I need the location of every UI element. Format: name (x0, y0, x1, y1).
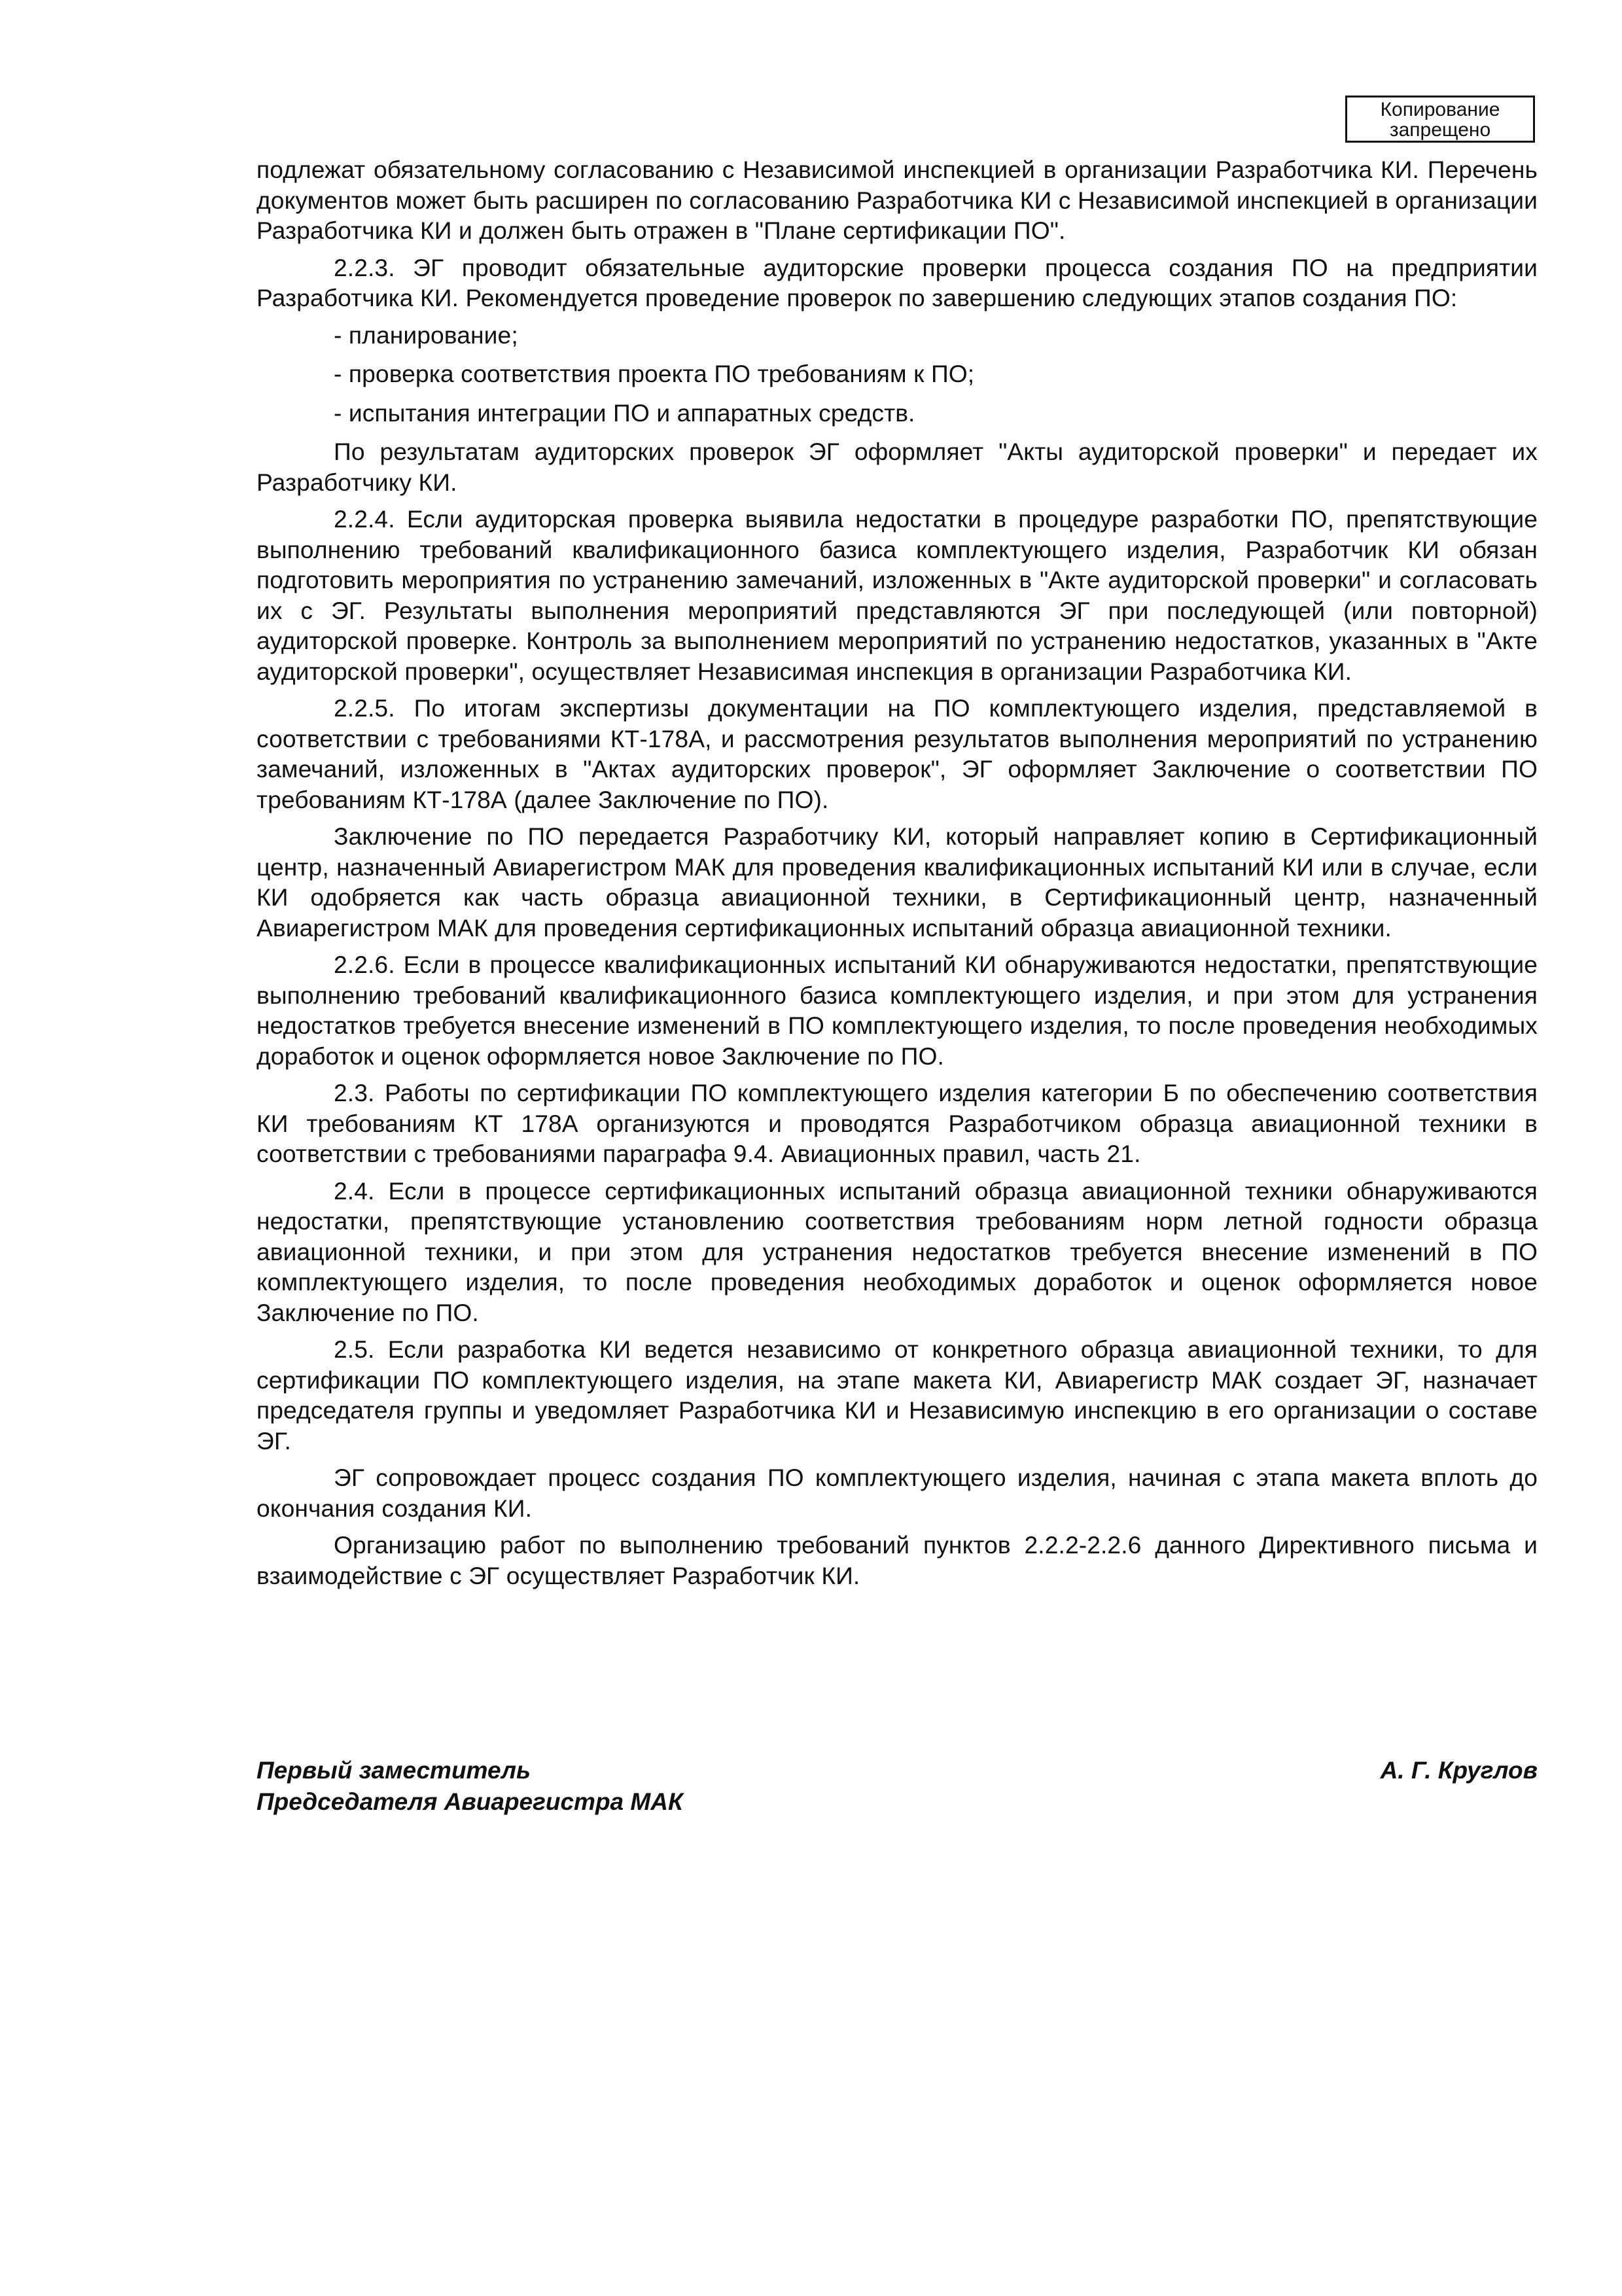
signatory-role (256, 1755, 1538, 1818)
paragraph-conclusion-transfer: Заключение по ПО передается Разработчику КИ, который направляет копию в Сертификационный центр, назначенный Авиарегистром МАК для проведения квалификационных испытаний КИ или в случае, если КИ одобряется как часть образца авиационной техники, в Сертификационный центр, назначенный Авиарегистром МАК для проведения сертификационных испытаний образца авиационной техники. (256, 822, 1538, 942)
paragraph-organization: Организацию работ по выполнению требований пунктов 2.2.2-2.2.6 данного Директивного письма и взаимодействие с ЭГ осуществляет Разработчик КИ. (256, 1531, 1538, 1589)
list-item-planning: - планирование; (334, 321, 518, 349)
paragraph-audit-results: По результатам аудиторских проверок ЭГ оформляет "Акты аудиторской проверки" и передает их Разработчику КИ. (256, 438, 1538, 496)
stamp-line-1: Копирование (1380, 99, 1500, 120)
list-item-integration-tests: - испытания интеграции ПО и аппаратных средств. (334, 398, 915, 427)
document-body (256, 154, 1538, 1597)
copy-prohibited-stamp (1345, 96, 1535, 143)
paragraph-2-4: 2.4. Если в процессе сертификационных испытаний образца авиационной техники обнаруживаются недостатки, препятствующие установлению соответствия требованиям норм летной годности образца авиационной техники, и при этом для устранения недостатков требуется внесение изменений в ПО комплектующего изделия, то после проведения необходимых доработок и оценок оформляется новое Заключение по ПО. (256, 1176, 1538, 1326)
paragraph-2-2-5: 2.2.5. По итогам экспертизы документации на ПО комплектующего изделия, представляемой в соответствии с требованиями КТ-178А, и рассмотрения результатов выполнения мероприятий по устранению замечаний, изложенных в "Актах аудиторских проверок", ЭГ оформляет Заключение о соответствии ПО требованиям КТ-178А (далее Заключение по ПО). (256, 694, 1538, 813)
signature-block (256, 1755, 1538, 1818)
paragraph-2-2-4: 2.2.4. Если аудиторская проверка выявила недостатки в процедуре разработки ПО, препятствующие выполнению требований квалификационного базиса комплектующего изделия, Разработчик КИ обязан подготовить мероприятия по устранению замечаний, изложенных в "Акте аудиторской проверки" и согласовать их с ЭГ. Результаты выполнения мероприятий представляются ЭГ при последующей (или повторной) аудиторской проверке. Контроль за выполнением мероприятий по устранению недостатков, указанных в "Акте аудиторской проверки", осуществляет Независимая инспекция в организации Разработчика КИ. (256, 505, 1538, 685)
paragraph-2-2-3: 2.2.3. ЭГ проводит обязательные аудиторские проверки процесса создания ПО на предприятии Разработчика КИ. Рекомендуется проведение проверок по завершению следующих этапов создания ПО: (256, 253, 1538, 311)
paragraph-2-2-6: 2.2.6. Если в процессе квалификационных испытаний КИ обнаруживаются недостатки, препятствующие выполнению требований квалификационного базиса комплектующего изделия, и при этом для устранения недостатков требуется внесение изменений в ПО комплектующего изделия, то после проведения необходимых доработок и оценок оформляется новое Заключение по ПО. (256, 951, 1538, 1070)
stamp-line-2: запрещено (1389, 119, 1491, 141)
signatory-role-line-1: Первый заместитель (256, 1757, 531, 1784)
paragraph-2-5: 2.5. Если разработка КИ ведется независимо от конкретного образца авиационной техники, то для сертификации ПО комплектующего изделия, на этапе макета КИ, Авиарегистр МАК создает ЭГ, назначает председателя группы и уведомляет Разработчика КИ и Независимую инспекцию в его организации о составе ЭГ. (256, 1335, 1538, 1455)
signatory-role-line-2: Председателя Авиарегистра МАК (256, 1788, 683, 1815)
paragraph-continued: подлежат обязательному согласованию с Независимой инспекцией в организации Разработчика КИ. Перечень документов может быть расширен по согласованию Разработчика КИ с Независимой инспекцией в организации Разработчика КИ и должен быть отражен в "Плане сертификации ПО". (256, 156, 1538, 244)
paragraph-eg-support: ЭГ сопровождает процесс создания ПО комплектующего изделия, начиная с этапа макета вплоть до окончания создания КИ. (256, 1464, 1538, 1522)
signatory-name: А. Г. Круглов (1380, 1757, 1538, 1784)
paragraph-2-3: 2.3. Работы по сертификации ПО комплектующего изделия категории Б по обеспечению соответствия КИ требованиям КТ 178А организуются и проводятся Разработчиком образца авиационной техники в соответствии с требованиями параграфа 9.4. Авиационных правил, часть 21. (256, 1079, 1538, 1167)
list-item-design-check: - проверка соответствия проекта ПО требованиям к ПО; (334, 360, 975, 387)
